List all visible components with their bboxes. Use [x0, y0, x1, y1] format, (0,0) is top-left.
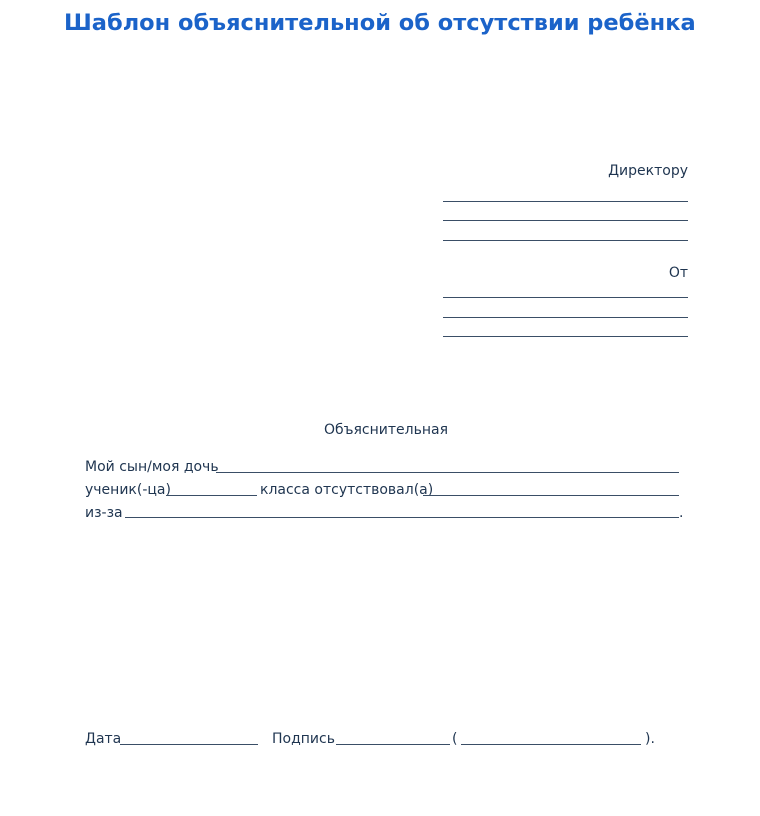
- reason-label: из-за: [85, 505, 123, 521]
- pupil-label: ученик(-ца): [85, 482, 171, 498]
- director-line-3: [443, 240, 688, 241]
- signature-line: [336, 744, 450, 745]
- document-heading: Объяснительная: [323, 422, 449, 438]
- class-number-line: [166, 495, 257, 496]
- director-line-1: [443, 201, 688, 202]
- from-line-3: [443, 336, 688, 337]
- signature-label: Подпись: [272, 731, 335, 747]
- date-line: [120, 744, 258, 745]
- reason-line: [125, 517, 679, 518]
- page-title: Шаблон объяснительной об отсутствии ребёнка: [64, 10, 696, 36]
- from-line-1: [443, 297, 688, 298]
- child-name-line: [216, 472, 679, 473]
- paren-open: (: [452, 731, 458, 747]
- absence-dates-line: [423, 495, 679, 496]
- from-label: От: [668, 265, 688, 281]
- reason-period: .: [679, 505, 684, 521]
- director-label: Директору: [608, 163, 688, 179]
- child-label: Мой сын/моя дочь: [85, 459, 219, 475]
- absent-label: класса отсутствовал(а): [260, 482, 434, 498]
- signature-decoding-line: [461, 744, 641, 745]
- director-line-2: [443, 220, 688, 221]
- date-label: Дата: [85, 731, 122, 747]
- paren-close: ).: [645, 731, 655, 747]
- from-line-2: [443, 317, 688, 318]
